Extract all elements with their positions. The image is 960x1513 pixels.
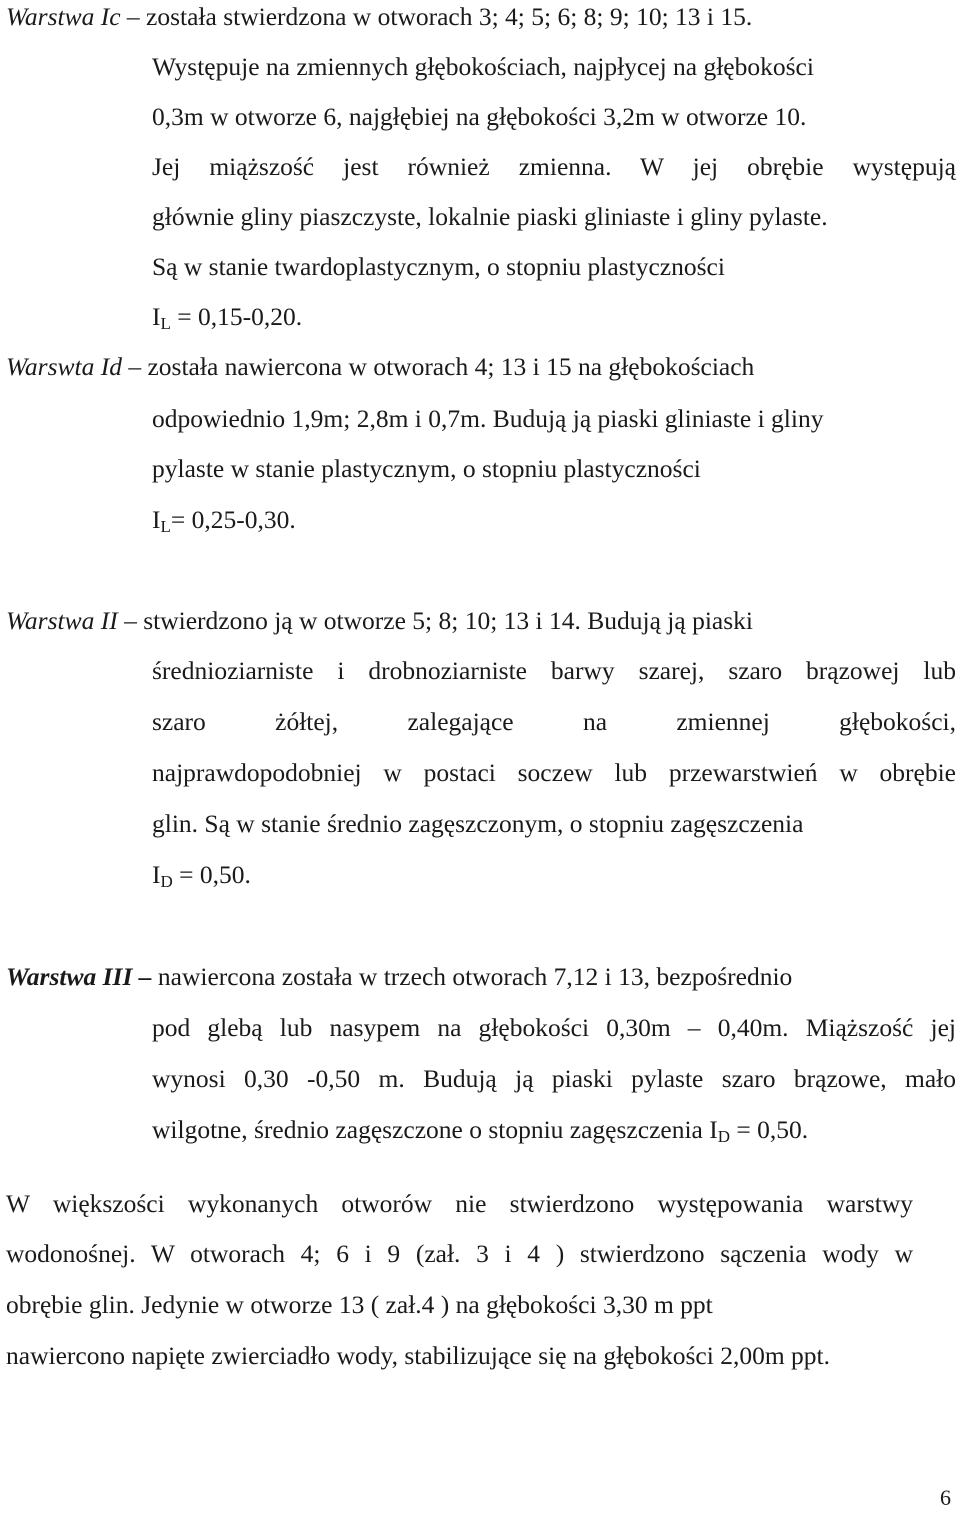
paragraph-water-line-2: wodonośnej. W otworach 4; 6 i 9 (zał. 3 i 4 ) stwierdzono sączenia wody w <box>6 1239 913 1268</box>
paragraph-ii-line-1: Warstwa II – stwierdzono ją w otworze 5; 8; 10; 13 i 14. Budują ją piaski <box>6 606 753 635</box>
paragraph-ic-line-5: głównie gliny piaszczyste, lokalnie piaski gliniaste i gliny pylaste. <box>152 202 828 231</box>
paragraph-water-line-1: W większości wykonanych otworów nie stwierdzono występowania warstwy <box>6 1189 913 1218</box>
paragraph-ic-line-2: Występuje na zmiennych głębokościach, najpłycej na głębokości <box>152 52 814 81</box>
plasticity-index-id: $I_L= 0,25-0,30$. <box>152 505 296 536</box>
paragraph-ii-line-5: glin. Są w stanie średnio zagęszczonym, o stopniu zagęszczenia <box>152 809 804 838</box>
paragraph-ic-line-6: Są w stanie twardoplastycznym, o stopniu plastyczności <box>152 252 725 281</box>
paragraph-iii-line-1: Warstwa III – nawiercona została w trzech otworach 7,12 i 13, bezpośrednio <box>6 962 793 991</box>
page-number: 6 <box>940 1485 951 1510</box>
paragraph-ii-line-4: najprawdopodobniej w postaci soczew lub przewarstwień w obrębie <box>152 758 956 787</box>
paragraph-ii-line-3: szaro żółtej, zalegające na zmiennej głębokości, <box>152 707 956 736</box>
paragraph-ic-line-4: Jej miąższość jest również zmienna. W jej obrębie występują <box>152 152 956 181</box>
paragraph-ic-line-1: Warstwa Ic – została stwierdzona w otworach 3; 4; 5; 6; 8; 9; 10; 13 i 15. <box>6 2 753 31</box>
paragraph-ic-line-3: 0,3m w otworze 6, najgłębiej na głębokości 3,2m w otworze 10. <box>152 102 807 131</box>
layer-title-ii: Warstwa II <box>6 606 118 635</box>
paragraph-id-line-1: Warswta Id – została nawiercona w otworach 4; 13 i 15 na głębokościach <box>6 352 755 381</box>
paragraph-water-line-3: obrębie glin. Jedynie w otworze 13 ( zał.4 ) na głębokości 3,30 m ppt <box>6 1290 713 1319</box>
layer-title-ic: Warstwa Ic <box>6 2 121 31</box>
paragraph-iii-line-3: wynosi 0,30 -0,50 m. Budują ją piaski pylaste szaro brązowe, mało <box>152 1064 956 1093</box>
plasticity-index-ic: $I_L = 0,15-0,20$. <box>152 302 303 333</box>
layer-title-iii: Warstwa III – <box>6 962 152 991</box>
paragraph-id-line-2: odpowiednio 1,9m; 2,8m i 0,7m. Budują ją piaski gliniaste i gliny <box>152 404 824 433</box>
paragraph-id-line-3: pylaste w stanie plastycznym, o stopniu plastyczności <box>152 454 701 483</box>
paragraph-water-line-4: nawiercono napięte zwierciadło wody, stabilizujące się na głębokości 2,00m ppt. <box>6 1341 830 1370</box>
density-index-ii: $I_D = 0,50$. <box>152 860 251 891</box>
layer-title-id: Warswta Id <box>6 352 122 381</box>
paragraph-iii-line-2: pod glebą lub nasypem na głębokości 0,30m – 0,40m. Miąższość jej <box>152 1013 956 1042</box>
paragraph-iii-line-4: wilgotne, średnio zagęszczone o stopniu zagęszczenia $I_D = 0,50$. <box>152 1115 809 1146</box>
paragraph-ii-line-2: średnioziarniste i drobnoziarniste barwy szarej, szaro brązowej lub <box>152 656 956 685</box>
